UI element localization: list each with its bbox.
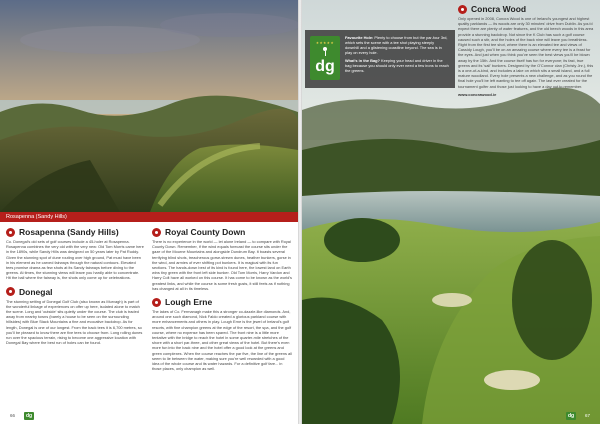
location-pin-icon	[6, 287, 15, 296]
section-title: Royal County Down	[165, 227, 246, 237]
rating-stars-icon: ★★★★★	[315, 41, 335, 45]
section-title: Donegal	[19, 286, 53, 297]
left-column	[6, 227, 144, 351]
section-title: Concra Wood	[471, 4, 527, 14]
left-page	[0, 0, 298, 424]
right-page	[302, 0, 600, 424]
golf-tee-icon	[323, 47, 327, 51]
section-heading-rosapenna	[6, 227, 144, 237]
whats-in-bag-label: What's in the Bag?	[345, 58, 380, 63]
dg-brand-mark: dg	[567, 413, 575, 419]
section-body: The stunning setting of Donegal Golf Club (also known as Murvagh) is part of the wonderful linkage of experiences on offer up here, isolated alone to match the scene. Long and 'outside' sits quietly under the course. The club is traded away from nearby towns (barely a house to be seen on the surrounding hillsides) with Blue Stack Mountains a fine and evocative backdrop. As for length, Donegal is one of our longest. From the back tees it is 6,700 metres, so you'll be pleased to know there are five tees to choose from. Long rolling dunes run over the spacious terrain, rising to become one aggressive location with Donegal Bay where the best run of holes can be found.	[6, 298, 143, 346]
rosapenna-landscape-image	[0, 0, 298, 212]
dg-logo-text: dg	[315, 58, 335, 75]
concra-wood-column	[458, 4, 596, 97]
page-number: 67	[584, 413, 590, 418]
section-body: Co. Donegal's old sets of golf courses include a 45-holer at Rosapenna. Rosapenna combines the very old with the very new: Old Tom Morris came here in the 1890s, while Sandy Hills was designed on 50 years later by Pat Ruddy. Given the stunning spot of dune routing over high ground, Pat must have been in his element as he carved fairways through the natural contours. Elevated tees promise drama as few shots at its Sandy fairways before diving to the greens. At times, the stunning views will leave you hardly able to concentrate. Hit the ball where the fairway is, the shots only come up for celebrations.	[6, 239, 144, 281]
location-pin-icon	[152, 228, 161, 237]
whats-in-bag-text: Keeping your head and driver in the bag because you should only ever need a few irons to reach the greens.	[345, 58, 449, 73]
page-number: 66	[10, 413, 16, 418]
section-body: There is no experience in the world — let alone Ireland — to compare with Royal County Down. Remember, if the wind equals forecast the course sits under the gaze of the Mourne Mountains and alongside Dundrum Bay. It boasts several terrifying blind shots, treacherous gorse-strewn dunes, heather bunkers, gorse in the wind, and armies of ever shifting pot bunkers. It is magical with its fun sections. The hands-down best of its kind is found here, the lowest land on Earth wins tiny green with the front left side bunker. Old Tom Morris, Harry Vardon and Harry Colt have all worked on this course. It has come to be known as the world's greatest links, and while the course is some fresh gusts, it still feels as if nothing has changed at all in its timeless.	[152, 239, 293, 291]
section-title: Rosapenna (Sandy Hills)	[19, 227, 119, 237]
location-pin-icon	[152, 298, 161, 307]
photo-caption-bar	[0, 212, 298, 222]
info-box	[305, 30, 455, 88]
favourite-hole-label: Favourite Hole:	[345, 35, 374, 40]
section-body: The lakes of Co. Fermanagh make this a stronger co-dazzle-like diamonds. And, around one such diamond, Nick Faldo created a glorious parkland course with more enhancements and others in play. Lough Erne is the jewel of Ireland's golf resorts, with fine champion greens at the edge of the resort, the spa, and the golf course, where no expense has been spared. The front nine is a little more tentative with the bridge to reach the hotel in some quarter-mile stretches of the shore with a short par-three, and other great views of the hotel. But there's even more fun into the back nine and the hotel offer a good look at the greens and green complexes. When the course reaches the par five, the line of the greens all seem to lie between the water, making sure you're well rewarded with a good idea of the whole course and its water hazards. For a definitive golf fare... in those places, only champion as well.	[152, 309, 292, 372]
whats-in-bag-paragraph	[345, 58, 449, 73]
website-link[interactable]: www.concrawood.ie	[458, 91, 497, 97]
section-title: Lough Erne	[165, 297, 213, 308]
section-heading-royal-county-down	[152, 227, 292, 237]
location-pin-icon	[6, 228, 15, 237]
section-heading-lough-erne	[152, 297, 292, 307]
info-box-text	[345, 35, 449, 76]
favourite-hole-text: Plenty to choose from but the par-four 3rd, which sets the scene with a tee shot playing steeply downhill and a glistening coastline beyond. The sea is in play on every hole.	[345, 35, 448, 55]
dg-logo	[310, 36, 340, 80]
section-body: Only opened in 2008, Concra Wood is one of Ireland's youngest and highest quality parklands — its woods are only 30 minutes' drive from Dublin. As you'd expect there are plenty of water features, and the old beech woods in this area provide a stunning backdrop. Not since the K Club has such a golf course caused such a stir, and the holes of the back nine will leave you breathless. Right from the first tee shot, where there is an elevated tee and views of Cassidy Lough, you'll be on an amazing course where every tee is a feast for the eyes. And just when you think you've seen the best views you'll be blown away by the 15th. And the course itself has fun for everyone; its fast, true greens and its 'sail' bunkers. Designed by the O'Connor clan (Christy Jnr.), this is a one-of-a-kind, and includes a lake on which sits a small island, and a full mature woodland. Every hole presents a new challenge, and as you round the final hole you'll be left wanting to tee off again. The last ever created for the tournament golfer and those just looking to have a day out to remember.	[458, 16, 594, 89]
rosapenna-photo	[0, 0, 298, 212]
dg-brand-mark: dg	[25, 413, 33, 419]
section-heading-donegal	[6, 287, 144, 297]
photo-caption: Rosapenna (Sandy Hills)	[6, 214, 67, 220]
favourite-hole-paragraph	[345, 35, 449, 55]
right-column	[152, 227, 292, 377]
location-pin-icon	[458, 5, 467, 14]
section-heading-concra-wood	[458, 4, 596, 14]
